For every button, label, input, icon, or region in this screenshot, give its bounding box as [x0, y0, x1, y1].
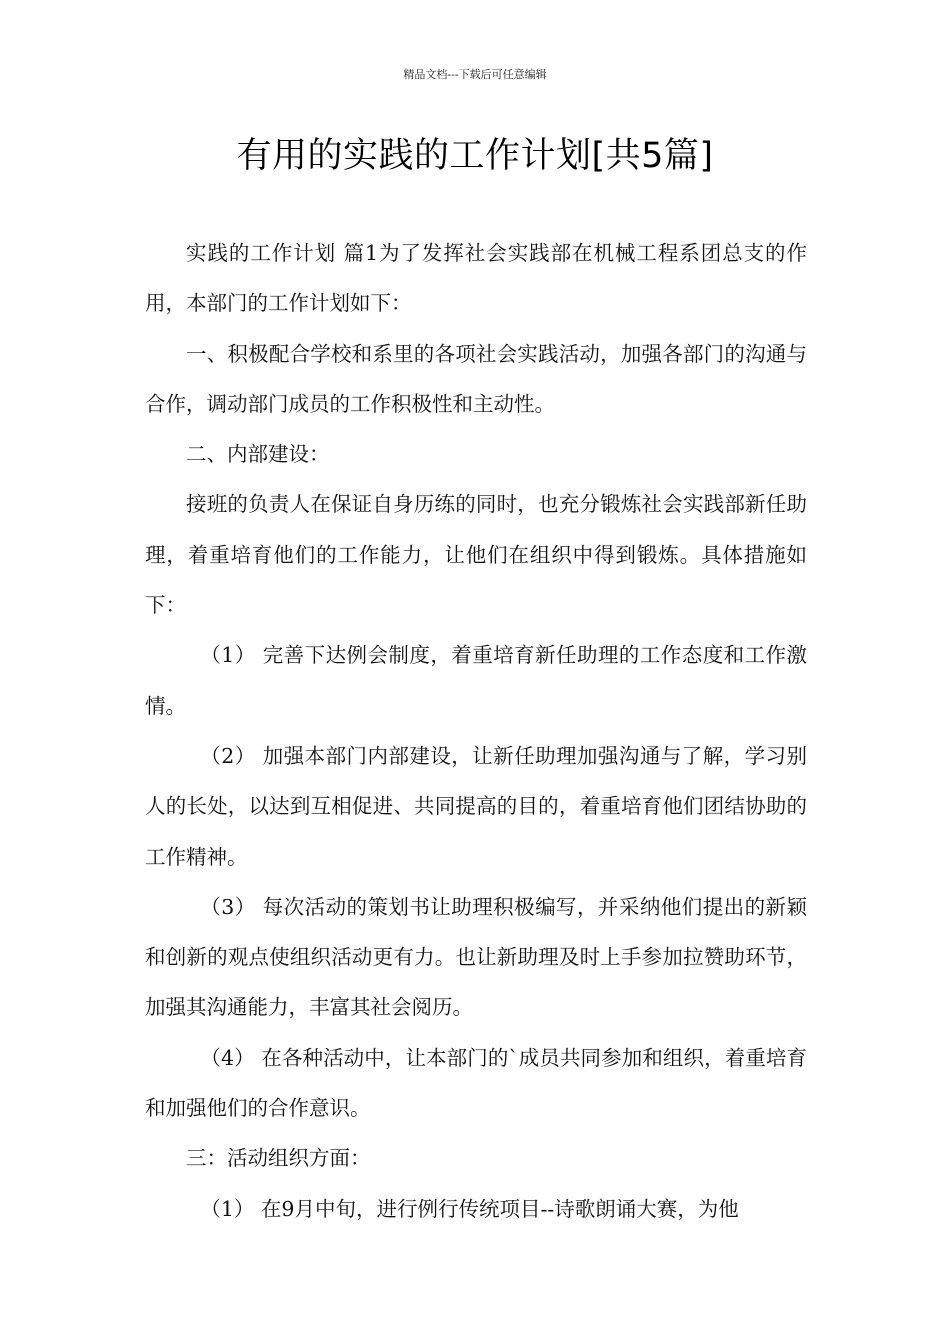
paragraph-activity-1: （1） 在9月中旬，进行例行传统项目--诗歌朗诵大赛，为他: [200, 1196, 739, 1221]
document-title: 有用的实践的工作计划[共5篇]: [236, 136, 714, 176]
paragraph-section-1: 一、积极配合学校和系里的各项社会实践活动，加强各部门的沟通与合作，调动部门成员的工作积极性和主动性。: [145, 341, 807, 416]
header-note: 精品文档---下载后可任意编辑: [403, 68, 547, 81]
paragraph-measure-2: （2） 加强本部门内部建设，让新任助理加强沟通与了解，学习别人的长处，以达到互相促进、共同提高的目的，着重培育他们团结协助的工作精神。: [145, 743, 807, 869]
paragraph-intro: 实践的工作计划 篇1为了发挥社会实践部在机械工程系团总支的作用，本部门的工作计划如下：: [145, 241, 807, 316]
paragraph-measure-4: （4） 在各种活动中，让本部门的`成员共同参加和组织，着重培育和加强他们的合作意识。: [145, 1045, 807, 1121]
document-body: [145, 228, 807, 1234]
paragraph-measure-1: （1） 完善下达例会制度，着重培育新任助理的工作态度和工作激情。: [145, 643, 807, 718]
paragraph-section-2-heading: 二、内部建设：: [186, 442, 330, 467]
paragraph-measure-3: （3） 每次活动的策划书让助理积极编写，并采纳他们提出的新颖和创新的观点使组织活动更有力。也让新助理及时上手参加拉赞助环节，加强其沟通能力，丰富其社会阅历。: [145, 894, 807, 1020]
paragraph-section-3-heading: 三：活动组织方面：: [186, 1146, 371, 1171]
paragraph-section-2-body: 接班的负责人在保证自身历练的同时，也充分锻炼社会实践部新任助理，着重培育他们的工作能力，让他们在组织中得到锻炼。具体措施如下：: [145, 492, 807, 618]
